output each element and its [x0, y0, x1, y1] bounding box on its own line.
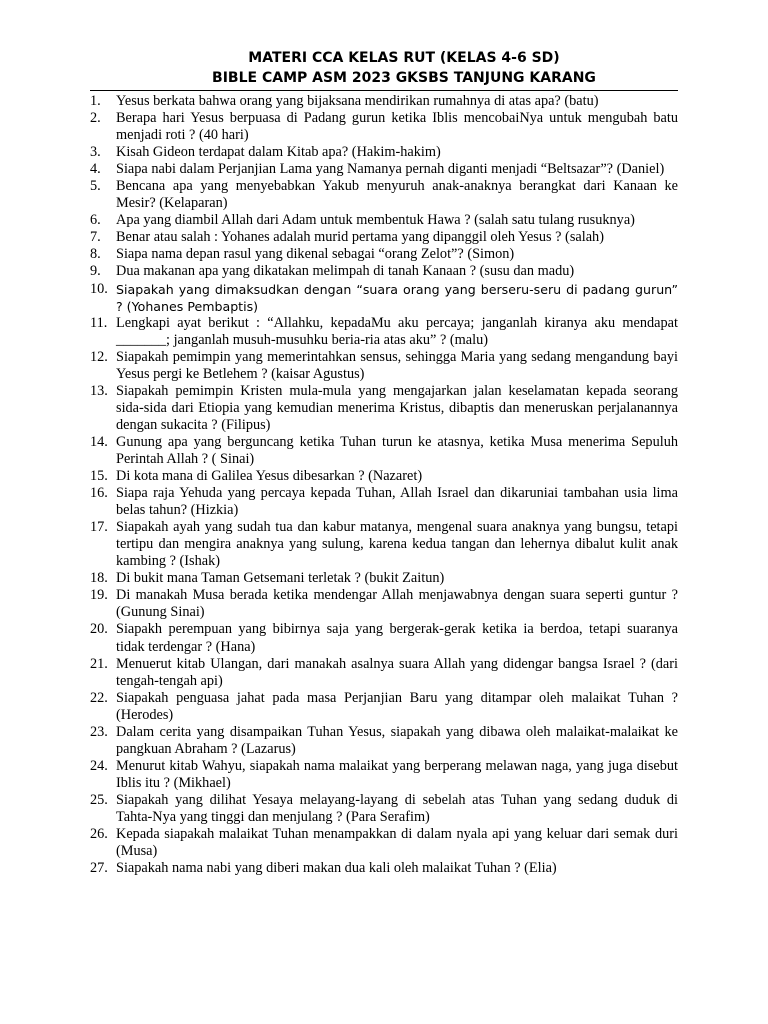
- question-item: [90, 519, 678, 570]
- question-number: 5.: [90, 178, 101, 195]
- question-item: [90, 263, 678, 280]
- question-item: [90, 758, 678, 792]
- question-item: [90, 690, 678, 724]
- question-item: [90, 178, 678, 212]
- question-text: Yesus berkata bahwa orang yang bijaksana mendirikan rumahnya di atas apa? (batu): [116, 93, 599, 109]
- question-number: 6.: [90, 212, 101, 229]
- question-item: [90, 656, 678, 690]
- question-number: 20.: [90, 621, 108, 638]
- document-page: [90, 48, 678, 877]
- question-item: [90, 93, 678, 110]
- question-number: 26.: [90, 826, 108, 843]
- question-number: 16.: [90, 485, 108, 502]
- question-item: [90, 212, 678, 229]
- question-number: 22.: [90, 689, 108, 706]
- question-item: [90, 826, 678, 860]
- question-item: [90, 468, 678, 485]
- question-number: 17.: [90, 519, 108, 536]
- question-text: Lengkapi ayat berikut : “Allahku, kepadaMu aku percaya; janganlah kiranya aku mendapat _______; janganlah musuh-musuhku beria-ria atas aku” ? (malu): [116, 314, 678, 348]
- question-item: [90, 434, 678, 468]
- header-divider: [90, 90, 678, 91]
- question-text: Siapakah nama nabi yang diberi makan dua kali oleh malaikat Tuhan ? (Elia): [116, 860, 557, 877]
- question-number: 10.: [90, 280, 108, 297]
- question-text: Siapakah yang dimaksudkan dengan “suara orang yang berseru-seru di padang gurun” ? (Yohanes Pembaptis): [116, 281, 678, 314]
- question-item: [90, 485, 678, 519]
- question-text: Siapakah penguasa jahat pada masa Perjanjian Baru yang ditampar oleh malaikat Tuhan ? (Herodes): [116, 689, 678, 723]
- question-text: Menuerut kitab Ulangan, dari manakah asalnya suara Allah yang didengar bangsa Israel ? (dari tengah-tengah api): [116, 655, 678, 689]
- question-item: [90, 349, 678, 383]
- question-text: Apa yang diambil Allah dari Adam untuk membentuk Hawa ? (salah satu tulang rusuknya): [116, 212, 635, 229]
- question-item: [90, 281, 678, 315]
- question-text: Di kota mana di Galilea Yesus dibesarkan ? (Nazaret): [116, 468, 423, 485]
- header-title-line-1: MATERI CCA KELAS RUT (KELAS 4-6 SD): [248, 50, 560, 66]
- question-text: Dua makanan apa yang dikatakan melimpah di tanah Kanaan ? (susu dan madu): [116, 263, 575, 280]
- question-number: 27.: [90, 860, 108, 877]
- question-text: Siapakh perempuan yang bibirnya saja yang bergerak-gerak ketika ia berdoa, tetapi suaranya tidak terdengar ? (Hana): [116, 621, 678, 655]
- question-number: 18.: [90, 570, 108, 587]
- question-number: 12.: [90, 348, 108, 365]
- question-item: [90, 570, 678, 587]
- question-text: Di bukit mana Taman Getsemani terletak ? (bukit Zaitun): [116, 570, 445, 587]
- question-number: 2.: [90, 110, 101, 127]
- question-item: [90, 144, 678, 161]
- question-text: Siapakah pemimpin Kristen mula-mula yang mengajarkan jalan keselamatan kepada seorang sida-sida dari Etiopia yang kemudian menerima Kristus, dibaptis dan meneruskan perjalanannya dengan sukacita ? (Filipus): [116, 382, 678, 433]
- question-number: 25.: [90, 791, 108, 808]
- question-text: Siapa raja Yehuda yang percaya kepada Tuhan, Allah Israel dan dikaruniai tambahan usia lima belas tahun? (Hizkia): [116, 485, 678, 519]
- question-text: Berapa hari Yesus berpuasa di Padang gurun ketika Iblis mencobaiNya untuk mengubah batu menjadi roti ? (40 hari): [116, 110, 678, 144]
- question-item: [90, 621, 678, 655]
- question-number: 11.: [90, 314, 108, 331]
- question-number: 9.: [90, 263, 101, 280]
- question-number: 24.: [90, 757, 108, 774]
- question-text: Siapakah yang dilihat Yesaya melayang-layang di sebelah atas Tuhan yang sedang duduk di Tahta-Nya yang tinggi dan menjulang ? (Para Serafim): [116, 791, 678, 825]
- question-number: 14.: [90, 433, 108, 450]
- question-item: [90, 229, 678, 246]
- question-item: [90, 383, 678, 434]
- question-text: Kisah Gideon terdapat dalam Kitab apa? (Hakim-hakim): [116, 144, 441, 161]
- question-item: [90, 315, 678, 349]
- question-number: 23.: [90, 723, 108, 740]
- question-item: [90, 587, 678, 621]
- question-text: Siapa nama depan rasul yang dikenal sebagai “orang Zelot”? (Simon): [116, 246, 515, 263]
- question-text: Kepada siapakah malaikat Tuhan menampakkan di dalam nyala api yang keluar dari semak duri (Musa): [116, 826, 678, 860]
- question-item: [90, 792, 678, 826]
- header-title-line-2: BIBLE CAMP ASM 2023 GKSBS TANJUNG KARANG: [212, 70, 596, 86]
- question-text: Siapakah pemimpin yang memerintahkan sensus, sehingga Maria yang sedang mengandung bayi Yesus pergi ke Betlehem ? (kaisar Agustus): [116, 348, 678, 382]
- question-text: Menurut kitab Wahyu, siapakah nama malaikat yang berperang melawan naga, yang juga disebut Iblis itu ? (Mikhael): [116, 757, 678, 791]
- question-number: 8.: [90, 246, 101, 263]
- question-item: [90, 161, 678, 178]
- question-number: 1.: [90, 93, 101, 109]
- question-text: Gunung apa yang berguncang ketika Tuhan turun ke atasnya, ketika Musa menerima Sepuluh Perintah Allah ? ( Sinai): [116, 433, 678, 467]
- question-text: Bencana apa yang menyebabkan Yakub menyuruh anak-anaknya berangkat dari Kanaan ke Mesir? (Kelaparan): [116, 178, 678, 212]
- question-text: Di manakah Musa berada ketika mendengar Allah menjawabnya dengan suara seperti guntur ? (Gunung Sinai): [116, 587, 678, 621]
- question-number: 15.: [90, 468, 108, 485]
- question-text: Dalam cerita yang disampaikan Tuhan Yesus, siapakah yang dibawa oleh malaikat-malaikat ke pangkuan Abraham ? (Lazarus): [116, 723, 678, 757]
- question-list: [90, 93, 678, 877]
- question-item: [90, 110, 678, 144]
- question-text: Siapakah ayah yang sudah tua dan kabur matanya, mengenal suara anaknya yang bungsu, tetapi tertipu dan mengira anaknya yang sulung, karena kedua tangan dan lehernya dibalut kulit anak kambing ? (Ishak): [116, 519, 678, 570]
- question-number: 21.: [90, 655, 108, 672]
- question-number: 13.: [90, 382, 108, 399]
- question-number: 4.: [90, 161, 101, 178]
- question-text: Benar atau salah : Yohanes adalah murid pertama yang dipanggil oleh Yesus ? (salah): [116, 229, 604, 246]
- question-text: Siapa nabi dalam Perjanjian Lama yang Namanya pernah diganti menjadi “Beltsazar”? (Daniel): [116, 161, 665, 178]
- question-number: 7.: [90, 229, 101, 246]
- question-number: 3.: [90, 144, 101, 161]
- question-item: [90, 246, 678, 263]
- question-number: 19.: [90, 587, 108, 604]
- question-item: [90, 860, 678, 877]
- document-header: [130, 48, 678, 88]
- question-item: [90, 724, 678, 758]
